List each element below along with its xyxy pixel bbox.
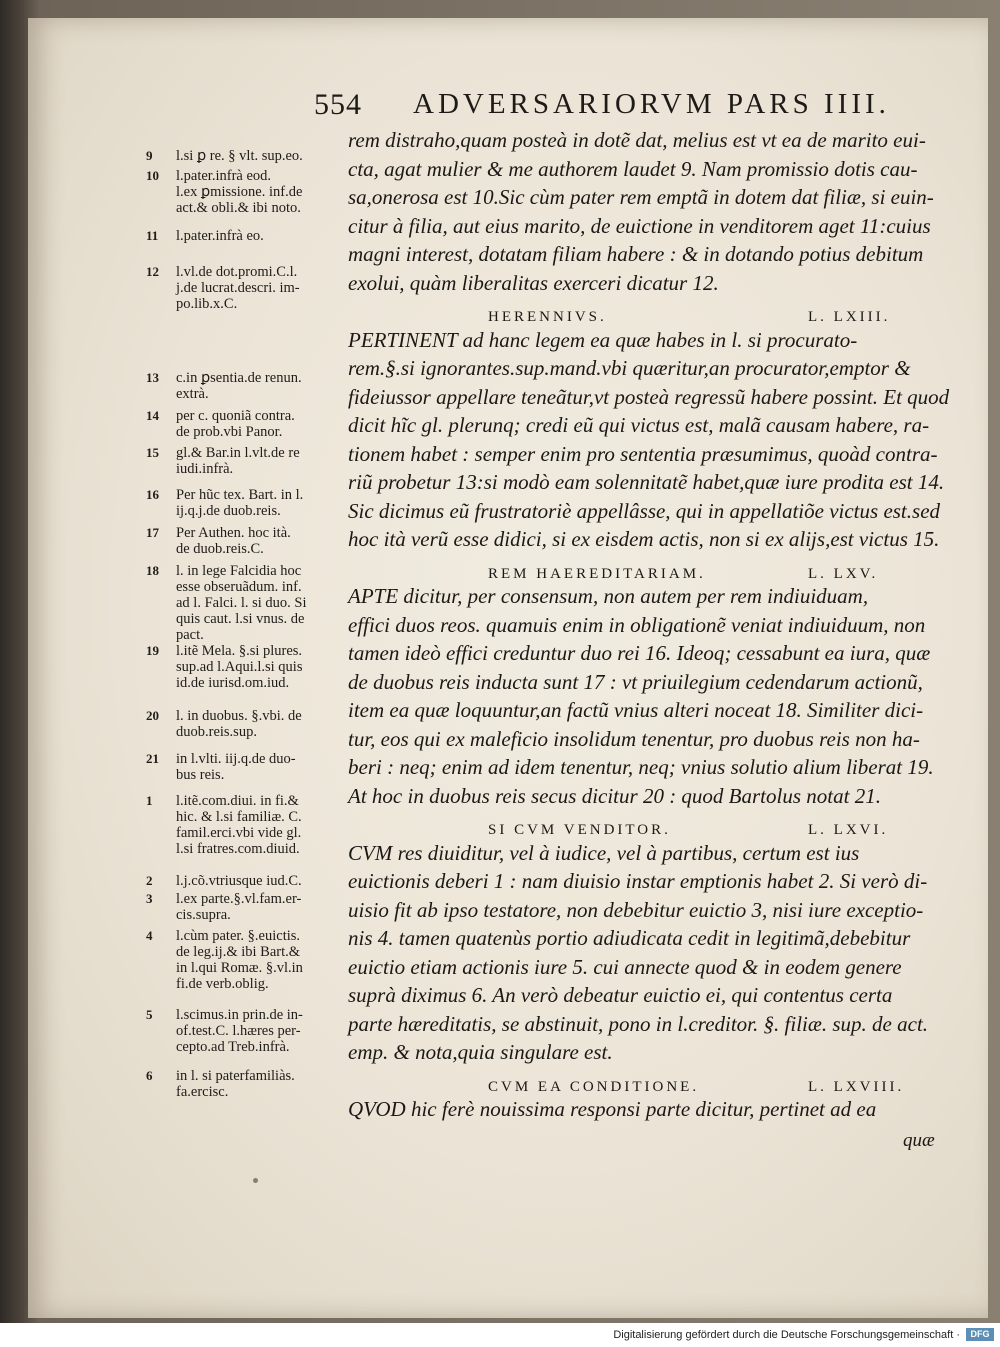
marginal-notes bbox=[28, 18, 368, 1218]
marginal-note bbox=[146, 891, 302, 923]
marginal-note bbox=[146, 228, 264, 244]
note-text: l.itẽ Mela. §.si plures. sup.ad l.Aqui.l.si quis id.de iurisd.om.iud. bbox=[176, 643, 303, 691]
text-line: QVOD hic ferè nouissima responsi parte dicitur, pertinet ad ea bbox=[348, 1097, 877, 1121]
marginal-note bbox=[146, 525, 291, 557]
note-text: l.cùm pater. §.euictis. de leg.ij.& ibi Bart.& in l.qui Romæ. §.vl.in fi.de verb.oblig. bbox=[176, 928, 303, 992]
marginal-note bbox=[146, 445, 300, 477]
text-line: APTE dicitur, per consensum, non autem per rem indiuiduam, bbox=[348, 584, 869, 608]
note-text: l.si ꝑ re. § vlt. sup.eo. bbox=[176, 148, 303, 164]
note-number: 20 bbox=[146, 708, 159, 723]
text-line: tamen ideò effici creduntur duo rei 16. Ideoq; cessabunt ea iura, quæ bbox=[348, 641, 931, 665]
marginal-note bbox=[146, 643, 303, 691]
text-line: CVM res diuiditur, vel à iudice, vel à partibus, certum est ius bbox=[348, 840, 860, 865]
marginal-note bbox=[146, 487, 304, 519]
marginal-note bbox=[146, 168, 303, 216]
text-line: tionem habet : semper enim pro sententia præsumimus, quoàd contra- bbox=[348, 441, 938, 466]
text-line: rem distraho,quam posteà in dotẽ dat, melius est vt ea de marito eui- bbox=[348, 128, 926, 152]
dfg-logo: DFG bbox=[966, 1328, 994, 1341]
note-number: 1 bbox=[146, 793, 153, 808]
text-line: nis 4. tamen quatenùs portio adiudicata cedit in legitimã,debebitur bbox=[348, 926, 911, 950]
marginal-note bbox=[146, 148, 303, 164]
text-line: citur à filia, aut eius marito, de euictione in venditorem aget 11:cuius bbox=[348, 213, 931, 238]
text-line: sa,onerosa est 10.Sic cùm pater rem emptã in dotem dat filiæ, si euin- bbox=[348, 185, 934, 209]
marginal-note bbox=[146, 370, 302, 402]
note-text: l.itẽ.com.diui. in fi.& hic. & l.si familiæ. C. famil.erci.vbi vide gl. l.si fratres.com.diuid. bbox=[176, 793, 302, 857]
note-number: 11 bbox=[146, 228, 159, 243]
note-text: Per hũc tex. Bart. in l. ij.q.j.de duob.reis. bbox=[176, 487, 304, 519]
heading-law-number: L. LXIII. bbox=[808, 309, 891, 325]
note-number: 6 bbox=[146, 1068, 153, 1083]
note-number: 4 bbox=[146, 928, 153, 943]
note-number: 5 bbox=[146, 1007, 153, 1022]
text-line: effici duos reos. quamuis enim in obligationẽ veniat indiuiduum, non bbox=[348, 612, 926, 637]
heading-law-number: L. LXV. bbox=[808, 565, 879, 582]
note-number: 9 bbox=[146, 148, 153, 163]
note-number: 18 bbox=[146, 563, 159, 578]
note-number: 10 bbox=[146, 168, 159, 183]
note-number: 2 bbox=[146, 873, 153, 888]
note-text: l. in duobus. §.vbi. de duob.reis.sup. bbox=[176, 708, 302, 740]
marginal-note bbox=[146, 708, 302, 740]
marginal-note bbox=[146, 1007, 303, 1055]
note-number: 15 bbox=[146, 445, 159, 460]
text-line: hoc ità verũ esse didici, si ex eisdem actis, non si ex alijs,est victus 15. bbox=[348, 527, 940, 551]
note-text: l.vl.de dot.promi.C.l. j.de lucrat.descri. im- po.lib.x.C. bbox=[176, 264, 300, 312]
text-line: emp. & nota,quia singulare est. bbox=[348, 1040, 613, 1064]
text-line: dicit hĩc gl. plerunq; credi eũ qui victus est, malã causam habere, ra- bbox=[348, 413, 930, 437]
marginal-note bbox=[146, 873, 302, 889]
marginal-note bbox=[146, 408, 295, 440]
note-text: l.ex parte.§.vl.fam.er- cis.supra. bbox=[176, 891, 302, 923]
heading-law-number: L. LXVI. bbox=[808, 822, 889, 838]
heading-name: SI CVM VENDITOR. bbox=[488, 822, 671, 838]
note-number: 14 bbox=[146, 408, 159, 423]
heading-name: HERENNIVS. bbox=[488, 309, 607, 325]
note-text: l. in lege Falcidia hoc esse obseruãdum. inf. ad l. Falci. l. si duo. Si quis caut. l.si vnus. de pact. bbox=[176, 563, 307, 643]
note-text: per c. quoniã contra. de prob.vbi Panor. bbox=[176, 408, 295, 440]
note-text: gl.& Bar.in l.vlt.de re iudi.infrà. bbox=[176, 445, 300, 477]
footer-credit: Digitalisierung gefördert durch die Deutsche Forschungsgemeinschaft · bbox=[613, 1329, 960, 1341]
book-page bbox=[28, 18, 988, 1318]
marginal-note bbox=[146, 793, 302, 857]
marginal-note bbox=[146, 563, 307, 643]
heading-name: CVM EA CONDITIONE. bbox=[488, 1078, 700, 1095]
note-text: l.j.cõ.vtriusque iud.C. bbox=[176, 873, 302, 889]
note-text: in l.vlti. iij.q.de duo- bus reis. bbox=[176, 751, 296, 783]
note-text: in l. si paterfamiliàs. fa.ercisc. bbox=[176, 1068, 295, 1100]
folio-number: 554 bbox=[314, 88, 362, 121]
text-line: euictionis deberi 1 : nam diuisio instar emptionis habet 2. Si verò di- bbox=[348, 869, 928, 893]
note-number: 17 bbox=[146, 525, 159, 540]
text-line: tur, eos qui ex maleficio insolidum tenentur, pro duobus reis non ha- bbox=[348, 726, 920, 751]
marginal-note bbox=[146, 928, 303, 992]
note-number: 19 bbox=[146, 643, 159, 658]
note-number: 21 bbox=[146, 751, 159, 766]
note-number: 12 bbox=[146, 264, 159, 279]
note-number: 16 bbox=[146, 487, 159, 502]
text-line: item ea quæ loquuntur,an factũ vnius alteri noceat 18. Similiter dici- bbox=[348, 698, 924, 722]
marginal-note bbox=[146, 264, 300, 312]
text-line: fideiussor appellare teneãtur,vt posteà regressũ habere possint. Et quod bbox=[348, 384, 950, 409]
note-text: l.scimus.in prin.de in- of.test.C. l.hæres per- cepto.ad Treb.infrà. bbox=[176, 1007, 303, 1055]
digitization-footer bbox=[0, 1323, 1000, 1347]
text-line: riũ probetur 13:si modò eam solennitatẽ habet,quæ iure prodita est 14. bbox=[348, 470, 945, 494]
text-line: exolui, quàm liberalitas exerceri dicatur 12. bbox=[348, 270, 719, 295]
marginal-note bbox=[146, 751, 296, 783]
note-number: 3 bbox=[146, 891, 153, 906]
text-line: suprà diximus 6. An verò debeatur euictio ei, qui contentus certa bbox=[348, 983, 893, 1007]
note-text: c.in ꝑsentia.de renun. extrà. bbox=[176, 370, 302, 402]
note-text: Per Authen. hoc ità. de duob.reis.C. bbox=[176, 525, 291, 557]
text-line: cta, agat mulier & me authorem laudet 9. Nam promissio dotis cau- bbox=[348, 156, 918, 181]
text-line: rem.§.si ignorantes.sup.mand.vbi quæritur,an procurator,emptor & bbox=[348, 356, 911, 380]
running-title: ADVERSARIORVM PARS IIII. bbox=[413, 88, 890, 120]
paper-speck bbox=[253, 1178, 258, 1183]
text-line: parte hæreditatis, se abstinuit, pono in l.creditor. §. filiæ. sup. de act. bbox=[348, 1011, 929, 1036]
text-line: Sic dicimus eũ frustratoriè appellâsse, qui in appellatiõe victus est.sed bbox=[348, 498, 941, 523]
marginal-note bbox=[146, 1068, 295, 1100]
text-line: beri : neq; enim ad idem tenentur, neq; vnius solutio alium liberat 19. bbox=[348, 755, 934, 779]
catchword: quæ bbox=[903, 1130, 935, 1151]
text-line: PERTINENT ad hanc legem ea quæ habes in l. si procurato- bbox=[348, 327, 858, 352]
text-line: euictio etiam actionis iure 5. cui annecte quod & in eodem genere bbox=[348, 954, 902, 979]
text-line: At hoc in duobus reis secus dicitur 20 : quod Bartolus notat 21. bbox=[348, 783, 881, 808]
heading-law-number: L. LXVIII. bbox=[808, 1078, 905, 1095]
note-number: 13 bbox=[146, 370, 159, 385]
heading-name: REM HAEREDITARIAM. bbox=[488, 565, 706, 582]
note-text: l.pater.infrà eo. bbox=[176, 228, 264, 244]
text-line: de duobus reis inducta sunt 17 : vt priuilegium cedendarum actionũ, bbox=[348, 669, 923, 694]
text-line: uisio fit ab ipso testatore, non debebitur euictio 3, nisi iure exceptio- bbox=[348, 897, 924, 922]
text-line: magni interest, dotatam filiam habere : & in dotando potius debitum bbox=[348, 242, 924, 266]
note-text: l.pater.infrà eod. l.ex ꝑmissione. inf.de act.& obli.& ibi noto. bbox=[176, 168, 303, 216]
